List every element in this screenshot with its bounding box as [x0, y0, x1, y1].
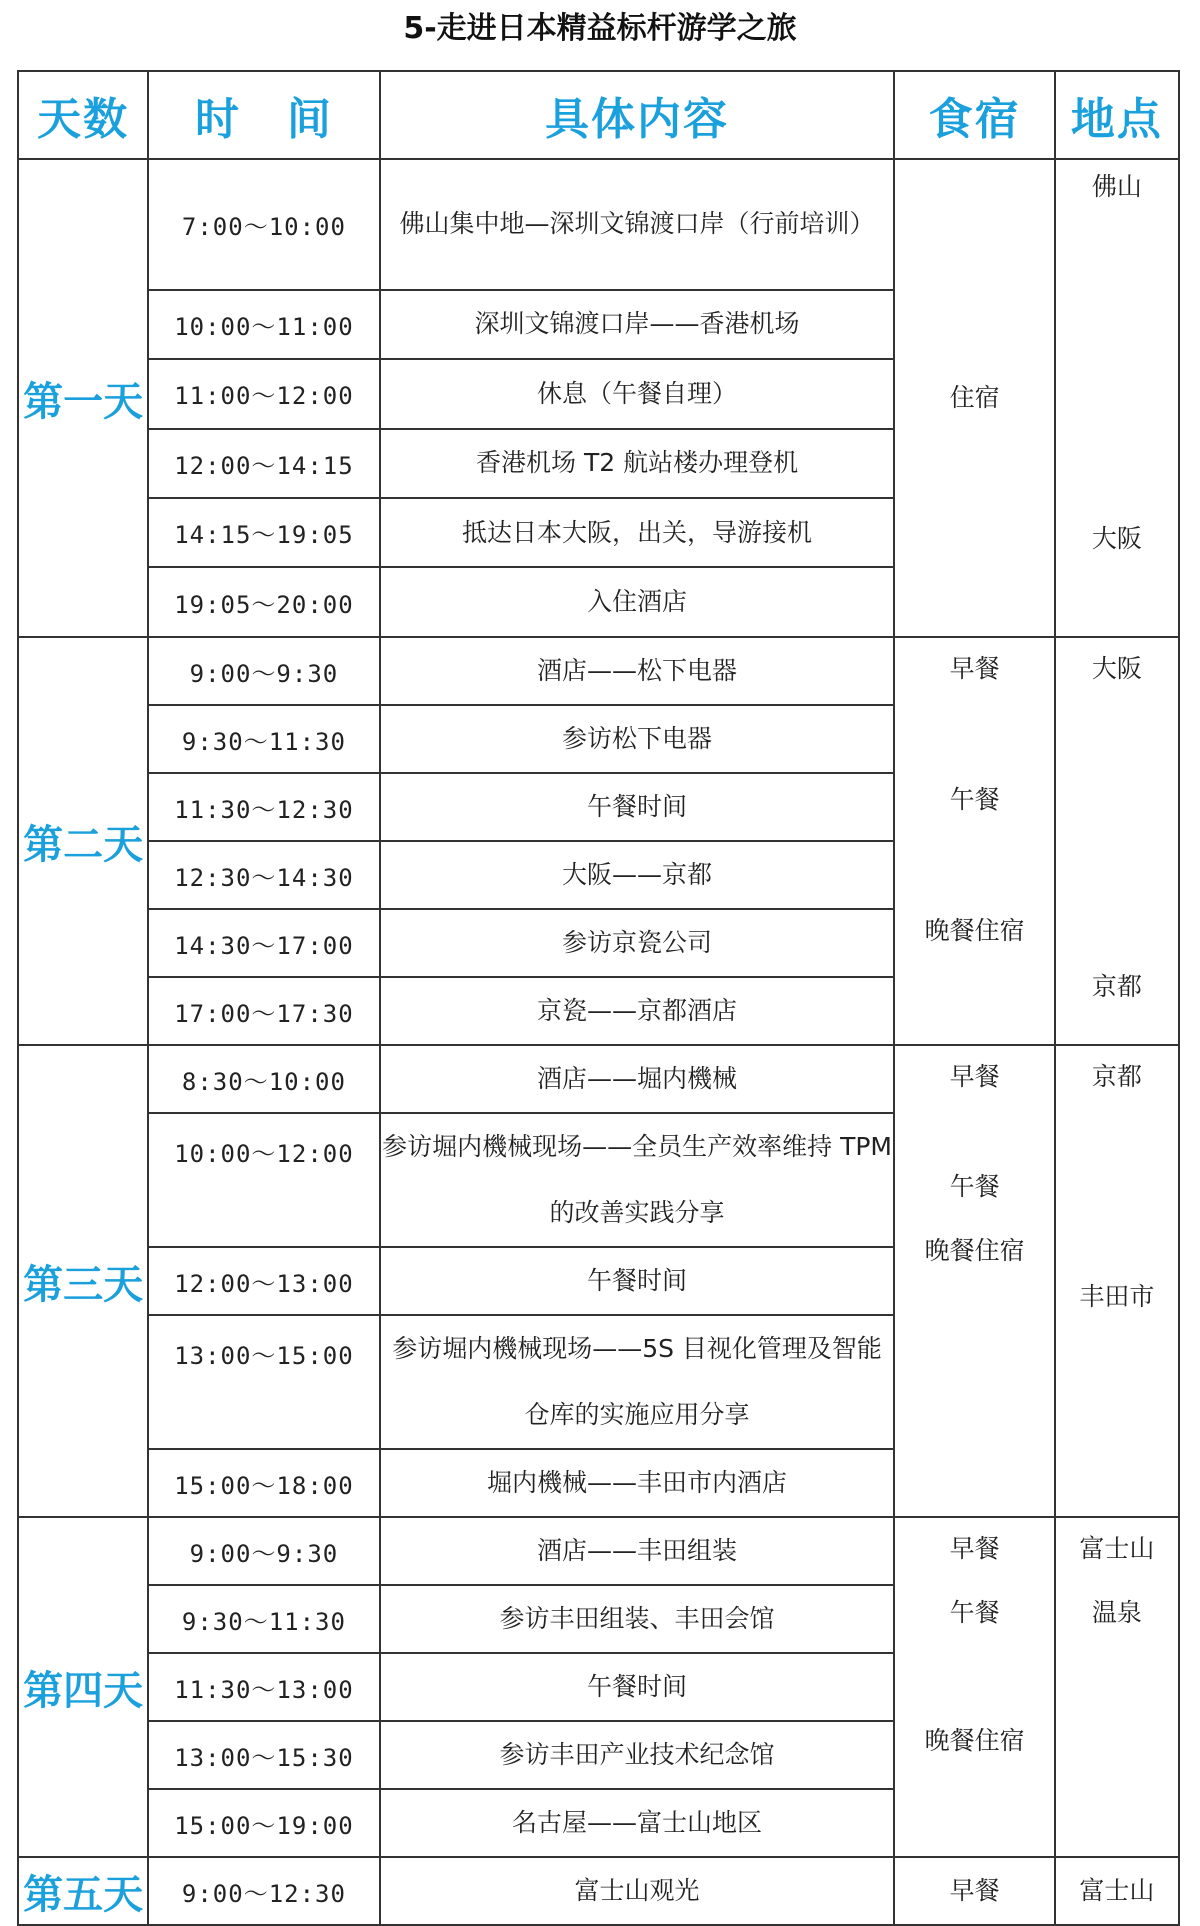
place-item: 大阪: [1091, 654, 1142, 683]
day-label: 第四天: [18, 1517, 148, 1857]
time-cell: 11:00～12:00: [148, 359, 379, 428]
place-item: 京都: [1091, 1062, 1142, 1091]
meal-item: 住宿: [949, 383, 1000, 412]
place-item: 丰田市: [1079, 1282, 1155, 1311]
place-cell: [1055, 1045, 1179, 1517]
time-cell: 15:00～19:00: [148, 1789, 379, 1857]
meal-item: 午餐: [949, 1172, 1000, 1201]
time-cell: 9:30～11:30: [148, 1585, 379, 1653]
day-label: 第二天: [18, 637, 148, 1045]
content-cell: 酒店——堀内機械: [380, 1045, 895, 1113]
content-cell: 深圳文锦渡口岸——香港机场: [380, 290, 895, 359]
day-label: 第三天: [18, 1045, 148, 1517]
content-cell: 参访丰田产业技术纪念馆: [380, 1721, 895, 1789]
content-cell: 堀内機械——丰田市内酒店: [380, 1449, 895, 1517]
header-row: [18, 71, 1179, 159]
content-cell: 京瓷——京都酒店: [380, 977, 895, 1045]
meals-cell: [894, 159, 1054, 637]
day-label: 第五天: [18, 1857, 148, 1925]
time-cell: 12:00～14:15: [148, 429, 379, 498]
content-cell: 入住酒店: [380, 567, 895, 637]
meal-item: 晚餐住宿: [924, 916, 1025, 945]
place-cell: [1055, 1517, 1179, 1857]
meal-item: 早餐: [949, 1876, 1000, 1905]
content-cell: 酒店——松下电器: [380, 637, 895, 705]
content-cell: 参访堀内機械现场——5S 目视化管理及智能仓库的实施应用分享: [380, 1315, 895, 1449]
page-title: 5-走进日本精益标杆游学之旅: [403, 11, 797, 46]
time-cell: 7:00～10:00: [148, 159, 379, 290]
meal-item: 早餐: [949, 654, 1000, 683]
content-cell: 香港机场 T2 航站楼办理登机: [380, 429, 895, 498]
table-row: [18, 1857, 1179, 1925]
header-time: 时 间: [148, 71, 379, 159]
content-cell: 午餐时间: [380, 1247, 895, 1315]
itinerary-table: [17, 70, 1180, 1926]
content-cell: 富士山观光: [380, 1857, 895, 1925]
time-cell: 9:00～12:30: [148, 1857, 379, 1925]
place-item: 大阪: [1091, 524, 1142, 553]
table-row: [18, 637, 1179, 705]
time-cell: 14:15～19:05: [148, 498, 379, 567]
time-cell: 11:30～12:30: [148, 773, 379, 841]
table-row: [18, 1517, 1179, 1585]
content-cell: 名古屋——富士山地区: [380, 1789, 895, 1857]
meal-item: 早餐: [949, 1534, 1000, 1563]
content-cell: 休息（午餐自理）: [380, 359, 895, 428]
day-label: 第一天: [18, 159, 148, 637]
time-cell: 9:00～9:30: [148, 637, 379, 705]
time-cell: 17:00～17:30: [148, 977, 379, 1045]
content-cell: 佛山集中地—深圳文锦渡口岸（行前培训）: [380, 159, 895, 290]
place-item: 佛山: [1091, 172, 1142, 201]
meals-cell: [894, 637, 1054, 1045]
place-item: 温泉: [1091, 1598, 1142, 1627]
time-cell: 12:00～13:00: [148, 1247, 379, 1315]
place-cell: [1055, 1857, 1179, 1925]
time-cell: 12:30～14:30: [148, 841, 379, 909]
content-cell: 午餐时间: [380, 1653, 895, 1721]
time-cell: 8:30～10:00: [148, 1045, 379, 1113]
table-row: [18, 1045, 1179, 1113]
meal-item: 晚餐住宿: [924, 1726, 1025, 1755]
meal-item: 午餐: [949, 1598, 1000, 1627]
place-cell: [1055, 159, 1179, 637]
time-cell: 11:30～13:00: [148, 1653, 379, 1721]
meals-cell: [894, 1857, 1054, 1925]
time-cell: 10:00～12:00: [148, 1113, 379, 1247]
meal-item: 晚餐住宿: [924, 1236, 1025, 1265]
meals-cell: [894, 1045, 1054, 1517]
meals-cell: [894, 1517, 1054, 1857]
content-cell: 大阪——京都: [380, 841, 895, 909]
content-cell: 参访京瓷公司: [380, 909, 895, 977]
place-cell: [1055, 637, 1179, 1045]
time-cell: 10:00～11:00: [148, 290, 379, 359]
time-cell: 19:05～20:00: [148, 567, 379, 637]
time-cell: 15:00～18:00: [148, 1449, 379, 1517]
header-meals: 食宿: [894, 71, 1054, 159]
content-cell: 午餐时间: [380, 773, 895, 841]
time-cell: 14:30～17:00: [148, 909, 379, 977]
time-cell: 9:00～9:30: [148, 1517, 379, 1585]
content-cell: 参访丰田组装、丰田会馆: [380, 1585, 895, 1653]
content-cell: 参访堀内機械现场——全员生产效率维持 TPM 的改善实践分享: [380, 1113, 895, 1247]
time-cell: 9:30～11:30: [148, 705, 379, 773]
meal-item: 午餐: [949, 785, 1000, 814]
place-item: 富士山: [1079, 1534, 1155, 1563]
time-cell: 13:00～15:30: [148, 1721, 379, 1789]
table-row: [18, 159, 1179, 290]
header-place: 地点: [1055, 71, 1179, 159]
place-item: 京都: [1091, 972, 1142, 1001]
place-item: 富士山: [1079, 1876, 1155, 1905]
content-cell: 抵达日本大阪，出关，导游接机: [380, 498, 895, 567]
content-cell: 参访松下电器: [380, 705, 895, 773]
meal-item: 早餐: [949, 1062, 1000, 1091]
header-day: 天数: [18, 71, 148, 159]
time-cell: 13:00～15:00: [148, 1315, 379, 1449]
content-cell: 酒店——丰田组装: [380, 1517, 895, 1585]
header-content: 具体内容: [380, 71, 895, 159]
